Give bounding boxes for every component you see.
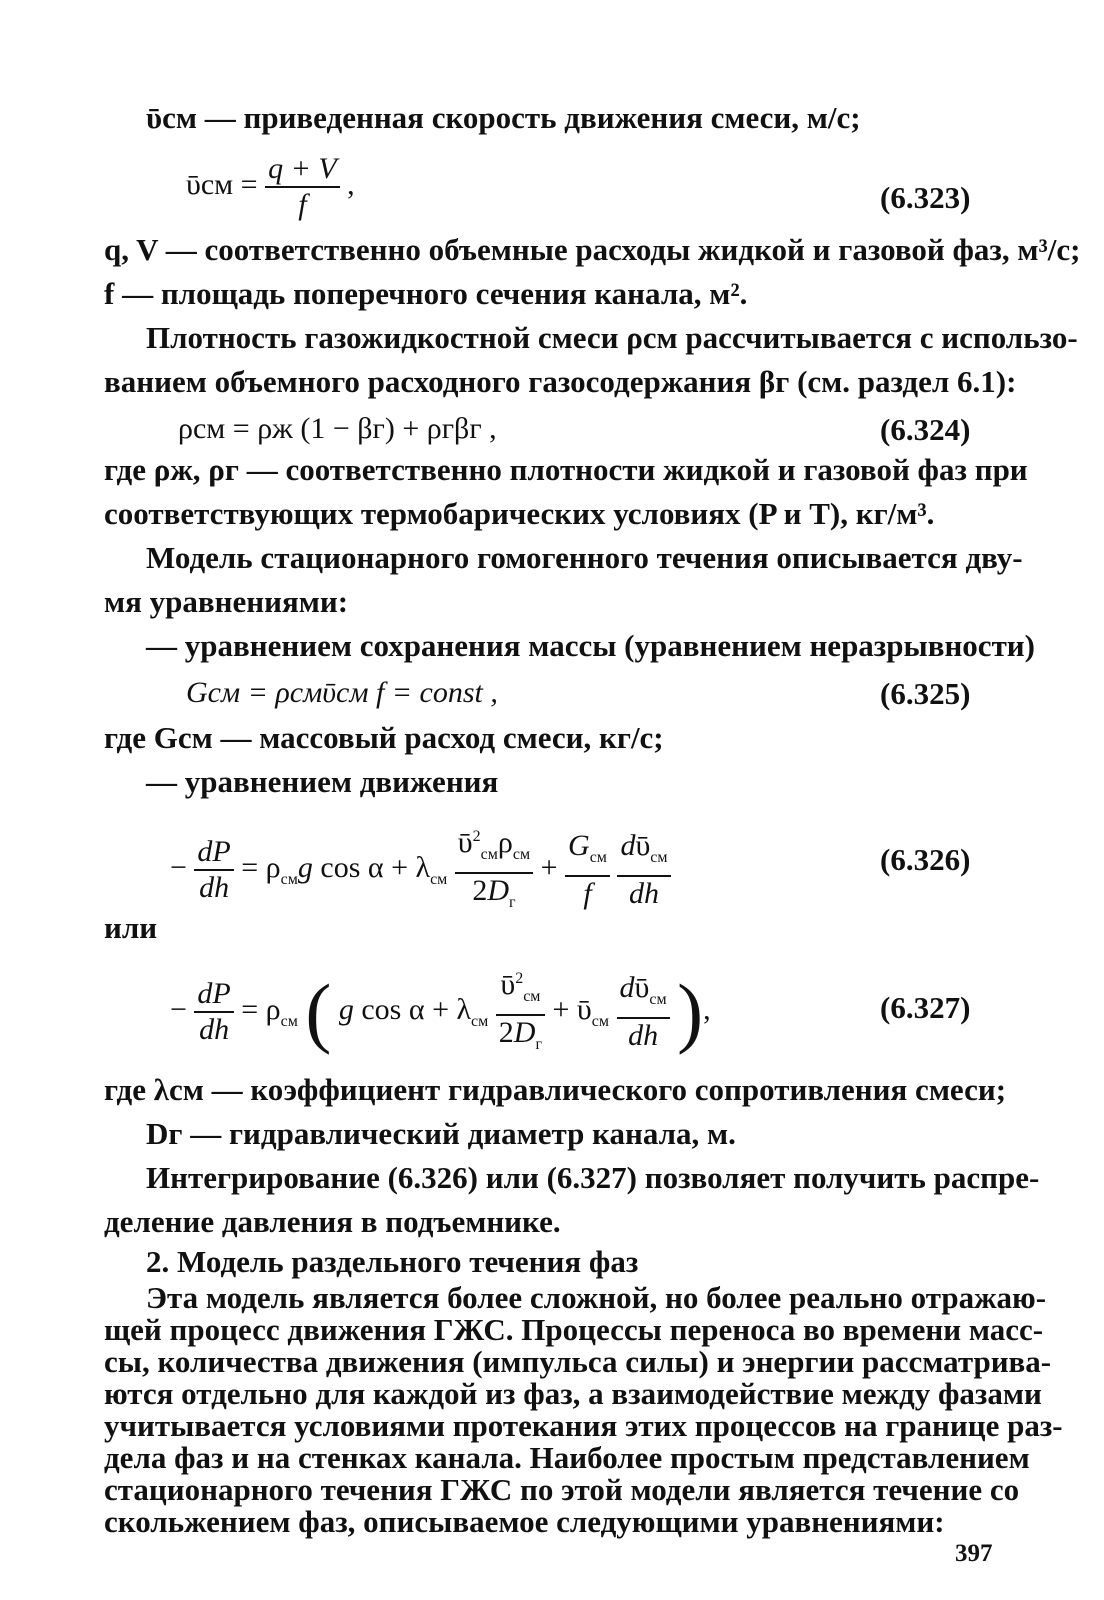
text-line: где Gсм — массовый расход смеси, кг/с;: [104, 720, 664, 755]
equation-number: (6.324): [880, 412, 971, 447]
text-line: учитывается условиями протекания этих процессов на границе раз-: [104, 1408, 1063, 1443]
equation-6-326: − $\frac{dP}{dh}$ = $\rho_{см}g$ $\cos \alpha + \lambda_{см}$ $\frac{ῡ^2_{см}\rho_{см}}{2D_г}$ + $\frac{G_{см}}{f}$ $\frac{dῡ_{см}}{dh}$: [170, 820, 671, 920]
text-line: сы, количества движения (импульса силы) и энергии рассматрива-: [104, 1344, 1052, 1379]
text-content: f — площадь поперечного сечения канала, м².: [104, 276, 748, 311]
text-line: Dг — гидравлический диаметр канала, м.: [146, 1116, 736, 1151]
equation-6-323: [186, 152, 355, 222]
text-line: стационарного течения ГЖС по этой модели является течение со: [104, 1472, 1020, 1507]
text-line: [104, 276, 747, 312]
text-line: щей процесс движения ГЖС. Процессы переноса во времени масс-: [104, 1312, 1044, 1347]
text-line: [104, 232, 1081, 268]
section-heading: 2. Модель раздельного течения фаз: [146, 1244, 639, 1279]
text-line: Эта модель является более сложной, но более реально отражаю-: [146, 1280, 1047, 1315]
text-line: скольжением фаз, описываемое следующими уравнениями:: [104, 1504, 945, 1539]
text-line: деление давления в подъемнике.: [104, 1204, 561, 1239]
text-line: или: [104, 910, 158, 945]
text-line: где ρж, ρг — соответственно плотности жидкой и газовой фаз при: [104, 452, 1028, 487]
text-line: соответствующих термобарических условиях (P и T), кг/м³.: [104, 496, 935, 531]
denominator: f: [298, 188, 307, 221]
text-line: [146, 100, 861, 136]
text-line: ванием объемного расходного газосодержания βг (см. раздел 6.1):: [104, 364, 1017, 399]
text-line: Модель стационарного гомогенного течения описывается дву-: [146, 540, 1023, 575]
page-number: 397: [955, 1540, 993, 1567]
equation-6-324: ρсм = ρж (1 − βг) + ρгβг ,: [178, 412, 497, 445]
equation-number: (6.326): [880, 842, 971, 877]
equation-number: (6.325): [880, 676, 971, 711]
text-line: — уравнением движения: [146, 764, 499, 799]
equation-lhs: ῡсм =: [186, 167, 258, 201]
text-content: q, V — соответственно объемные расходы жидкой и газовой фаз, м³/с;: [104, 232, 1081, 267]
text-content: ῡсм — приведенная скорость движения смеси, м/с;: [146, 100, 861, 135]
text-line: Плотность газожидкостной смеси ρсм рассчитывается с использо-: [146, 320, 1078, 355]
text-line: — уравнением сохранения массы (уравнением неразрывности): [146, 628, 1035, 663]
text-line: ются отдельно для каждой из фаз, а взаимодействие между фазами: [104, 1376, 1042, 1411]
text-line: где λсм — коэффициент гидравлического сопротивления смеси;: [104, 1072, 1007, 1107]
text-line: мя уравнениями:: [104, 584, 349, 619]
numerator: q + V: [268, 152, 337, 185]
text-line: Интегрирование (6.326) или (6.327) позволяет получить распре-: [146, 1160, 1040, 1195]
equation-6-325: Gсм = ρсмῡсм f = const ,: [186, 676, 498, 709]
fraction: [265, 152, 340, 222]
text-line: дела фаз и на стенках канала. Наиболее простым представлением: [104, 1440, 1030, 1475]
equation-number: (6.327): [880, 990, 971, 1025]
equation-number: (6.323): [880, 180, 971, 215]
equation-tail: ,: [347, 167, 355, 201]
equation-6-327: − $\frac{dP}{dh}$ = $\rho_{см}$ ( g $\cos \alpha + \lambda_{см}$ $\frac{ῡ^2_{см}}{2D_г}$ + ῡ$_{см}$ $\frac{dῡ_{см}}{dh}$ ),: [170, 962, 711, 1062]
